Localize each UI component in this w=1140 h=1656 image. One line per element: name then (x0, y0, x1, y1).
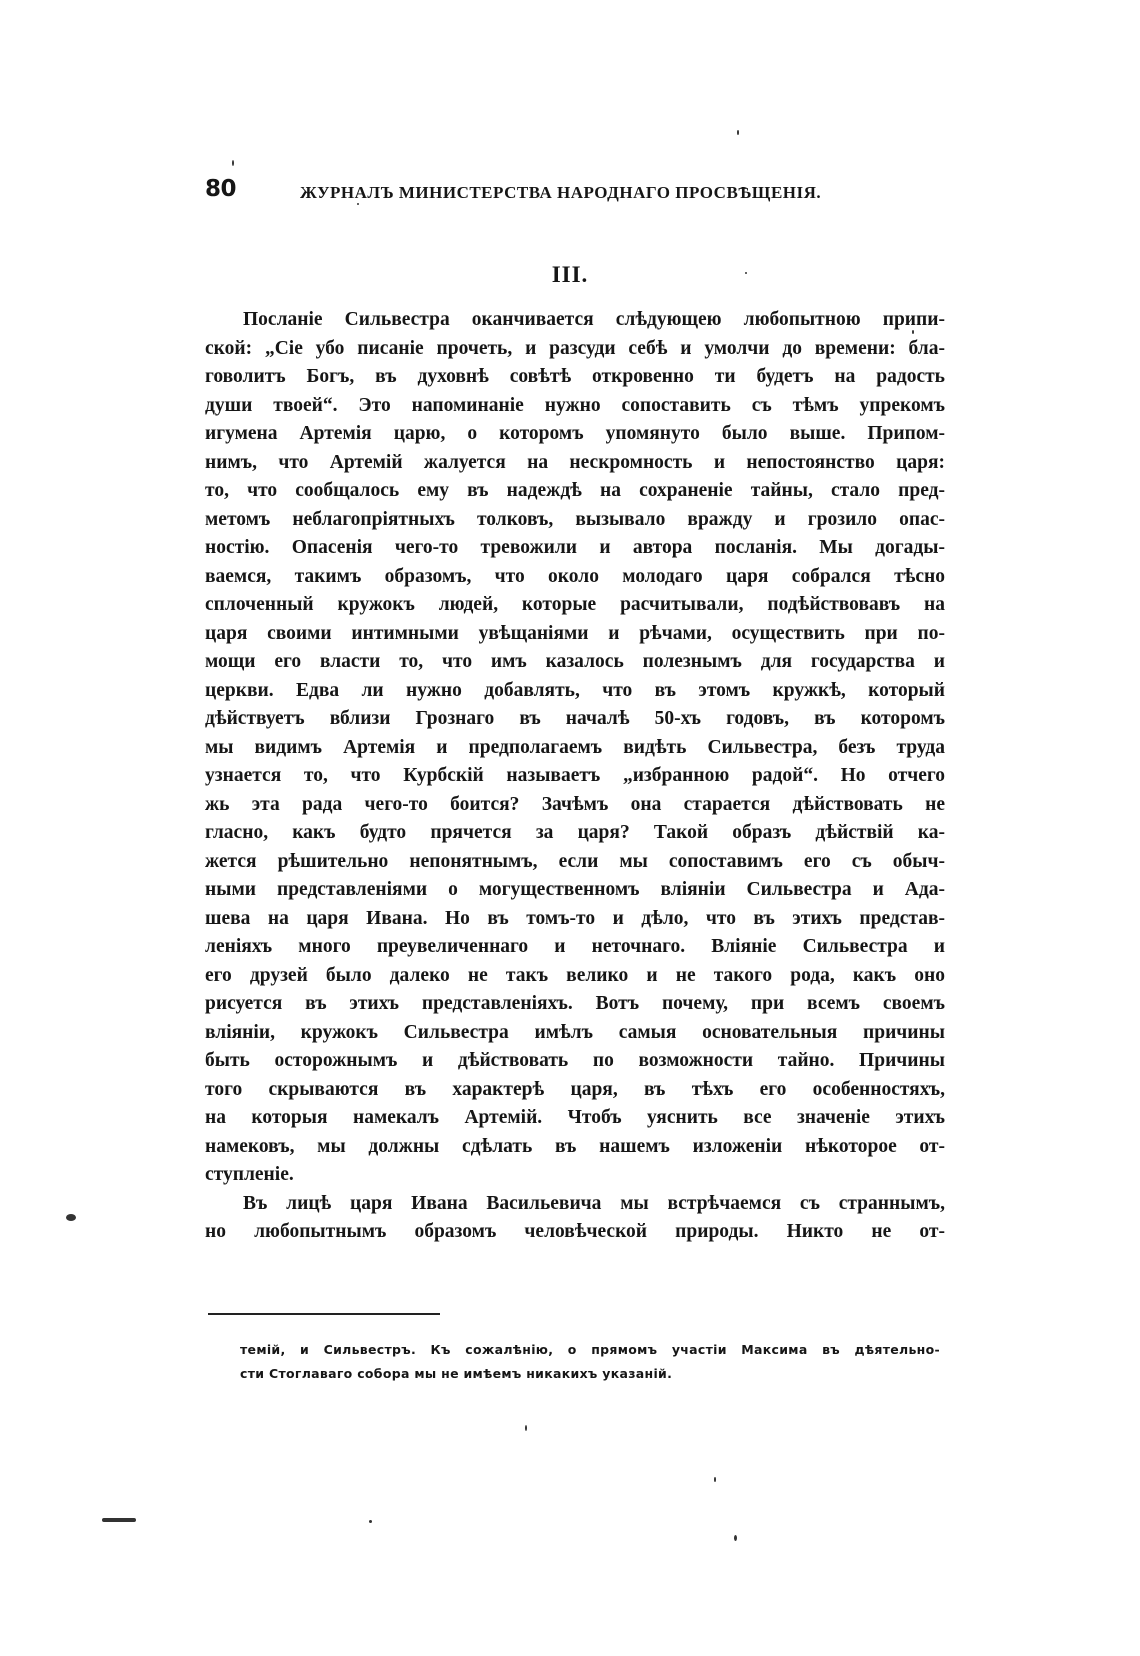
text-line: мощи его власти то, что имъ казалось полезнымъ для государства и (205, 651, 945, 672)
text-line: царя своими интимными увѣщаніями и рѣчами, осуществить при по- (205, 622, 945, 644)
text-line: шева на царя Ивана. Но въ томъ-то и дѣло, что въ этихъ представ- (205, 907, 945, 929)
scan-speck (66, 1214, 76, 1221)
running-title: ЖУРНАЛЪ МИНИСТЕРСТВА НАРОДНАГО ПРОСВѢЩЕНІЯ. (300, 183, 822, 202)
footnote (240, 1338, 940, 1386)
footnote-line: сти Стоглаваго собора мы не имѣемъ никакихъ указаній. (240, 1366, 673, 1381)
paragraph-2 (205, 1190, 945, 1247)
text-line: на которыя намекалъ Артемій. Чтобъ уяснить все значеніе этихъ (205, 1107, 945, 1128)
text-line: ступленіе. (205, 1164, 294, 1185)
text-line: рисуется въ этихъ представленіяхъ. Вотъ почему, при всемъ своемъ (205, 993, 945, 1014)
text-line: Посланіе Сильвестра оканчивается слѣдующею любопытною припи- (243, 309, 945, 330)
text-line: быть осторожнымъ и дѣйствовать по возможности тайно. Причины (205, 1050, 945, 1071)
text-line: узнается то, что Курбскій называетъ „избранною радой“. Но отчего (205, 765, 945, 786)
page-number: 80 (205, 176, 237, 202)
text-line: игумена Артемія царю, о которомъ упомянуто было выше. Припом- (205, 423, 945, 444)
text-line: дѣйствуетъ вблизи Грознаго въ началѣ 50-хъ годовъ, въ которомъ (205, 708, 945, 729)
text-line: но любопытнымъ образомъ человѣческой природы. Никто не от- (205, 1221, 945, 1242)
text-line: нимъ, что Артемій жалуется на нескромность и непостоянство царя: (205, 451, 945, 473)
text-line: мы видимъ Артемія и предполагаемъ видѣть Сильвестра, безъ труда (205, 736, 945, 758)
scan-speck (525, 1425, 527, 1431)
text-line: души твоей“. Это напоминаніе нужно сопоставить съ тѣмъ упрекомъ (205, 394, 945, 416)
main-text (205, 306, 945, 1247)
text-line: говолитъ Богъ, въ духовнѣ совѣтѣ откровенно ти будетъ на радость (205, 366, 945, 387)
scan-speck (369, 1520, 372, 1523)
text-line: ской: „Сіе убо писаніе прочеть, и разсуди себѣ и умолчи до времени: бла- (205, 337, 945, 359)
text-line: того скрываются въ характерѣ царя, въ тѣхъ его особенностяхъ, (205, 1078, 945, 1100)
text-line: ностію. Опасенія чего-то тревожили и автора посланія. Мы догады- (205, 537, 945, 558)
text-line: ными представленіями о могущественномъ вліяніи Сильвестра и Ада- (205, 879, 945, 900)
running-header (205, 176, 845, 210)
text-line: намековъ, мы должны сдѣлать въ нашемъ изложеніи нѣкоторое от- (205, 1135, 945, 1157)
scan-speck (102, 1518, 136, 1522)
text-line: жется рѣшительно непонятнымъ, если мы сопоставимъ его съ обыч- (205, 850, 945, 872)
scan-speck (737, 130, 739, 135)
footnote-divider (208, 1313, 440, 1315)
text-line: гласно, какъ будто прячется за царя? Такой образъ дѣйствій ка- (205, 822, 945, 843)
text-line: жь эта рада чего-то боится? Зачѣмъ она старается дѣйствовать не (205, 793, 945, 815)
scan-speck (734, 1535, 737, 1541)
footnote-line: темій, и Сильвестръ. Къ сожалѣнію, о прямомъ участіи Максима въ дѣятельно- (240, 1342, 940, 1357)
text-line: вліяніи, кружокъ Сильвестра имѣлъ самыя основательныя причины (205, 1021, 945, 1043)
text-line: Въ лицѣ царя Ивана Васильевича мы встрѣчаемся съ страннымъ, (243, 1192, 945, 1214)
scan-speck (232, 160, 234, 166)
scan-speck (714, 1477, 716, 1482)
text-line: метомъ неблагопріятныхъ толковъ, вызывало вражду и грозило опас- (205, 508, 945, 530)
text-line: церкви. Едва ли нужно добавлять, что въ этомъ кружкѣ, который (205, 679, 945, 701)
paragraph-1 (205, 306, 945, 1190)
text-line: его друзей было далеко не такъ велико и не такого рода, какъ оно (205, 964, 945, 986)
scan-speck (912, 330, 914, 334)
scan-speck (745, 272, 747, 274)
text-line: сплоченный кружокъ людей, которые расчитывали, подѣйствовавъ на (205, 594, 945, 615)
scan-speck (357, 203, 359, 205)
text-line: леніяхъ много преувеличеннаго и неточнаго. Вліяніе Сильвестра и (205, 936, 945, 957)
text-line: ваемся, такимъ образомъ, что около молодаго царя собрался тѣсно (205, 565, 945, 587)
text-line: то, что сообщалось ему въ надеждѣ на сохраненіе тайны, стало пред- (205, 480, 945, 501)
section-heading: III. (551, 262, 589, 287)
